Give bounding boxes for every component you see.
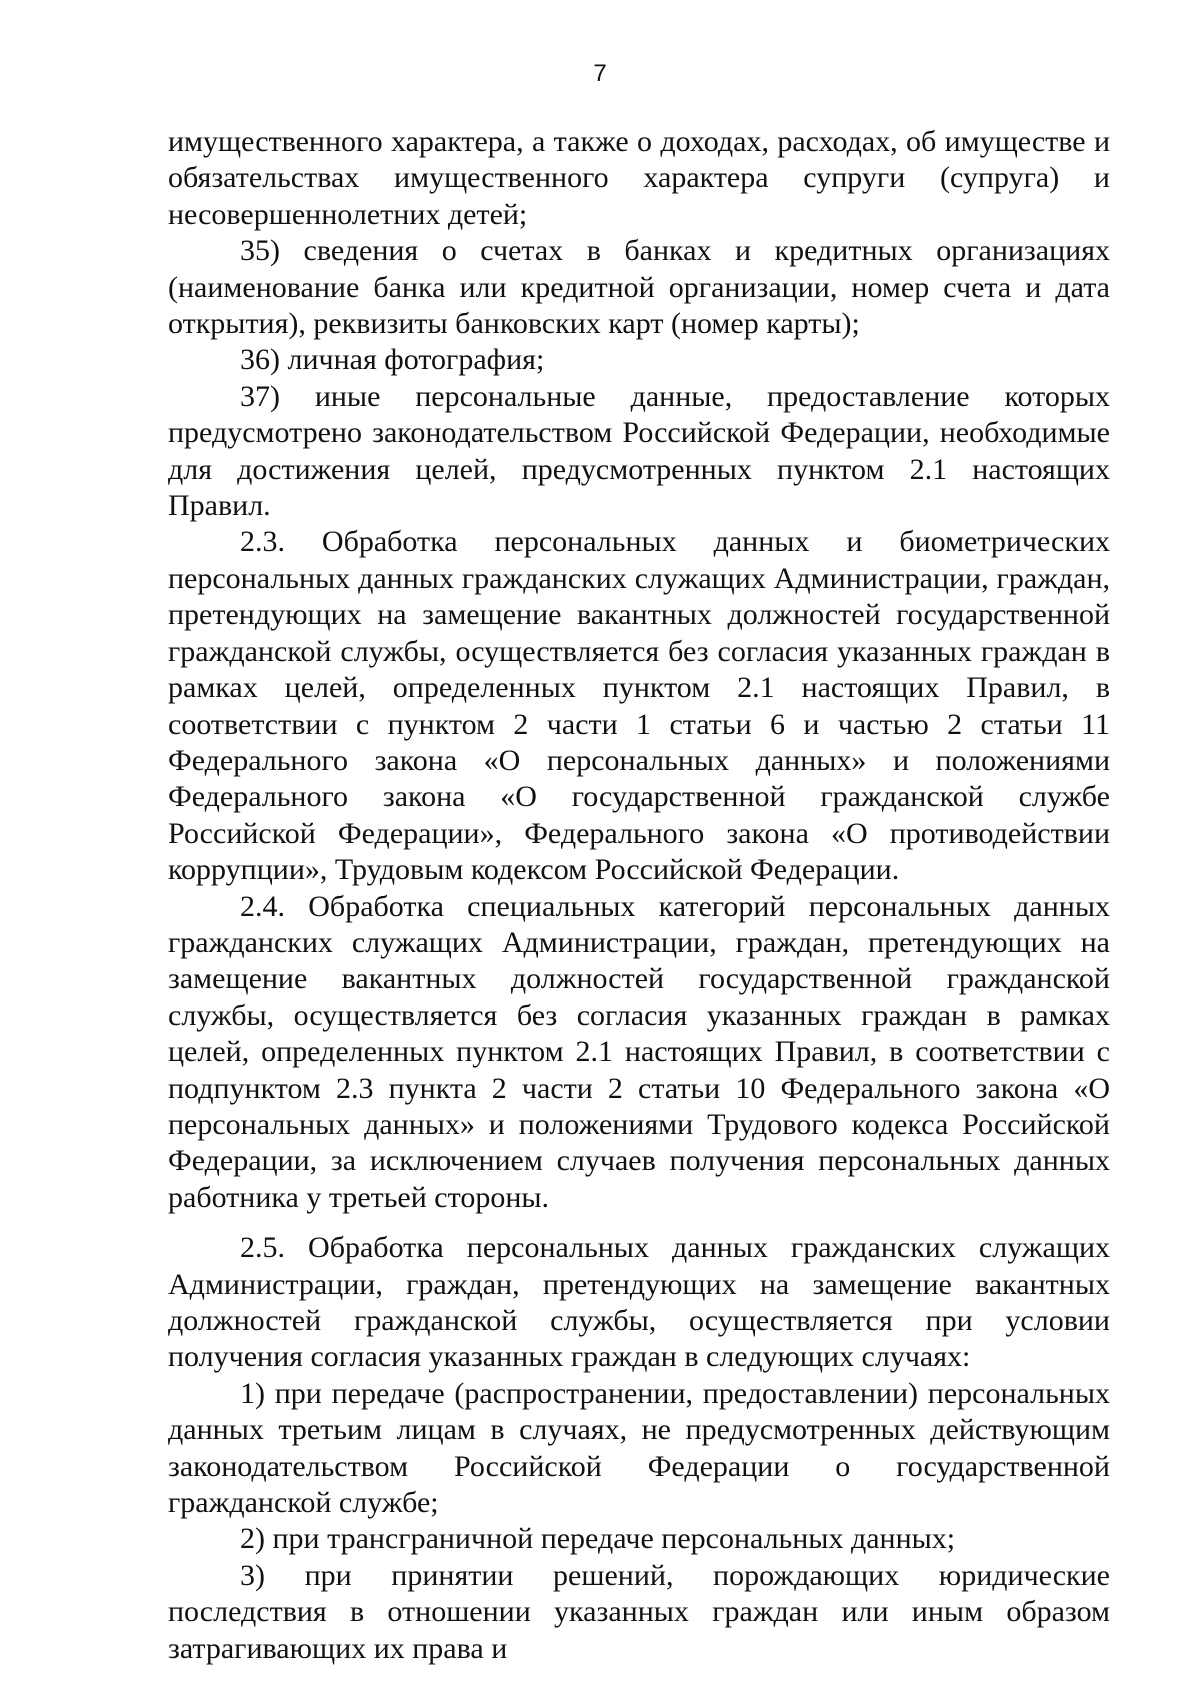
paragraph-section-2-3: 2.3. Обработка персональных данных и биометрических персональных данных гражданских служащих Администрации, граждан, претендующих на замещение вакантных должностей государственной гражданской службы, осуществляется без согласия указанных граждан в рамках целей, определенных пунктом 2.1 настоящих Правил, в соответствии с пунктом 2 части 1 статьи 6 и частью 2 статьи 11 Федерального закона «О персональных данных» и положениями Федерального закона «О государственной гражданской службе Российской Федерации», Федерального закона «О противодействии коррупции», Трудовым кодексом Российской Федерации. (168, 525, 1110, 887)
paragraph-item-35: 35) сведения о счетах в банках и кредитных организациях (наименование банка или кредитной организации, номер счета и дата открытия), реквизиты банковских карт (номер карты); (168, 234, 1110, 341)
paragraph-section-2-4: 2.4. Обработка специальных категорий персональных данных гражданских служащих Администрации, граждан, претендующих на замещение вакантных должностей государственной гражданской службы, осуществляется без согласия указанных граждан в рамках целей, определенных пунктом 2.1 настоящих Правил, в соответствии с подпунктом 2.3 пункта 2 части 2 статьи 10 Федерального закона «О персональных данных» и положениями Трудового кодекса Российской Федерации, за исключением случаев получения персональных данных работника у третьей стороны. (168, 889, 1110, 1214)
paragraph-item-36: 36) личная фотография; (240, 343, 545, 377)
paragraph-item-37: 37) иные персональные данные, предоставление которых предусмотрено законодательством Российской Федерации, необходимые для достижения целей, предусмотренных пунктом 2.1 настоящих Правил. (168, 379, 1110, 523)
paragraph-case-3: 3) при принятии решений, порождающих юридические последствия в отношении указанных граждан или иным образом затрагивающих их права и (168, 1558, 1110, 1665)
paragraph-section-2-5: 2.5. Обработка персональных данных гражданских служащих Администрации, граждан, претендующих на замещение вакантных должностей гражданской службы, осуществляется при условии получения согласия указанных граждан в следующих случаях: (168, 1231, 1110, 1374)
paragraph-case-1: 1) при передаче (распространении, предоставлении) персональных данных третьим лицам в случаях, не предусмотренных действующим законодательством Российской Федерации о государственной гражданской службе; (168, 1376, 1110, 1520)
document-body (168, 124, 1110, 1667)
paragraph-case-2: 2) при трансграничной передаче персональных данных; (240, 1522, 956, 1556)
paragraph-continuation: имущественного характера, а также о доходах, расходах, об имуществе и обязательствах имущественного характера супруги (супруга) и несовершеннолетних детей; (168, 125, 1110, 231)
page-number: 7 (593, 60, 607, 87)
